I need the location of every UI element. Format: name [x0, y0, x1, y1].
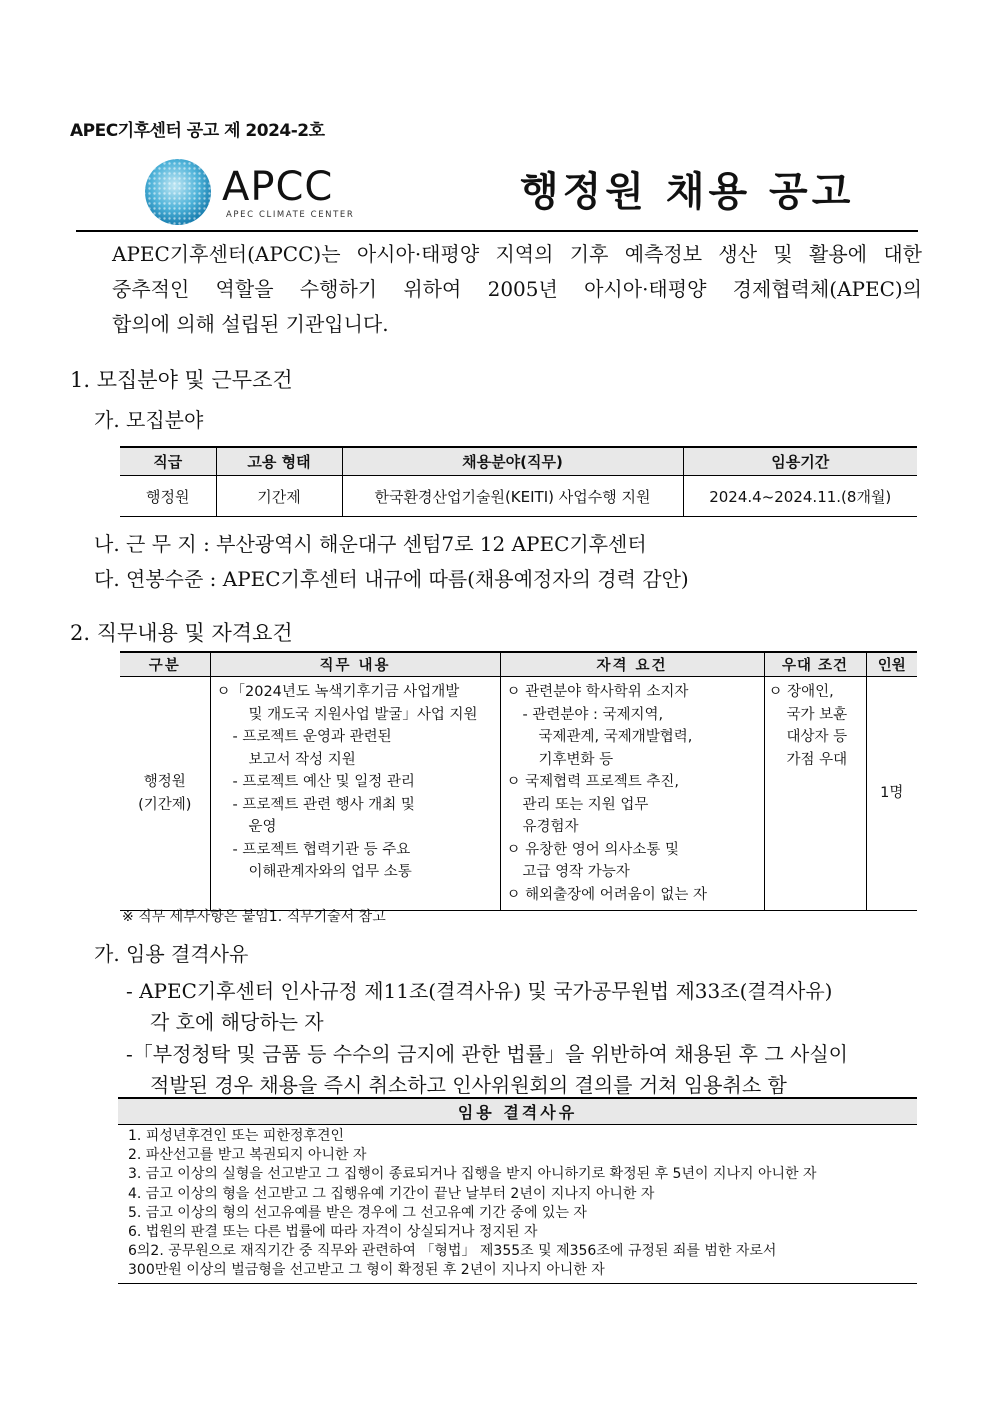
headcount-cell: 1명 — [866, 677, 917, 911]
qualification-line: 고급 영작 가능자 — [522, 864, 630, 880]
table-cell: 한국환경산업기술원(KEITI) 사업수행 지원 — [342, 476, 683, 517]
qualification-line: ㅇ 국제협력 프로젝트 추진, — [506, 774, 680, 790]
intro-line: 합의에 의해 설립된 기관입니다. — [112, 312, 389, 336]
header-divider — [76, 230, 918, 232]
duty-line: - 프로젝트 운영과 관련된 — [232, 729, 392, 745]
table-cell: 행정원 — [120, 476, 216, 517]
qualification-line: 국제관계, 국제개발협력, — [538, 729, 693, 745]
category-line: 행정원 — [143, 774, 186, 790]
apcc-logo — [142, 156, 362, 226]
duty-line: - 프로젝트 예산 및 일정 관리 — [232, 774, 415, 790]
table-row — [120, 677, 917, 911]
qualification-line: 관리 또는 지원 업무 — [522, 796, 649, 813]
category-line: (기간제) — [138, 796, 192, 813]
list-item: 6. 법원의 판결 또는 다른 법률에 따라 자격이 상실되거나 정지된 자 — [128, 1224, 538, 1241]
table-header-row — [118, 1098, 917, 1125]
preference-cell — [764, 677, 866, 911]
list-item: 5. 금고 이상의 형의 선고유예를 받은 경우에 그 선고유예 기간 중에 있는 자 — [128, 1204, 587, 1221]
qualifications-cell — [500, 677, 764, 911]
list-item: 3. 금고 이상의 실형을 선고받고 그 집행이 종료되거나 집행을 받지 아니하기로 확정된 후 5년이 지나지 아니한 자 — [128, 1166, 817, 1183]
category-cell — [120, 677, 210, 911]
logo-subtitle: APEC CLIMATE CENTER — [226, 210, 355, 220]
col-header: 직급 — [120, 447, 216, 476]
qualification-line: ㅇ 해외출장에 어려움이 없는 자 — [506, 886, 708, 903]
intro-line: 중추적인 역할을 수행하기 위하여 2005년 아시아·태평양 경제협력체(APEC)의 — [112, 277, 922, 301]
list-item: 1. 피성년후견인 또는 피한정후견인 — [128, 1128, 345, 1144]
duty-line: 운영 — [248, 819, 277, 835]
duty-line: - 프로젝트 관련 행사 개최 및 — [232, 796, 415, 813]
disqualification-list — [118, 1125, 917, 1284]
disqualification-line: 적발된 경우 채용을 즉시 취소하고 인사위원회의 결의를 거쳐 임용취소 함 — [150, 1073, 787, 1097]
duty-line: 보고서 작성 지원 — [248, 751, 356, 768]
qualification-line: ㅇ 유창한 영어 의사소통 및 — [506, 841, 680, 858]
preference-line: ㅇ 장애인, — [768, 684, 834, 700]
duty-note: ※ 직무 세부사항은 붙임1. 직무기술서 참고 — [122, 909, 386, 925]
duty-line: 이해관계자와의 업무 소통 — [248, 864, 412, 880]
notice-number: APEC기후센터 공고 제 2024-2호 — [70, 121, 325, 141]
table-row — [118, 1125, 917, 1284]
globe-logo-icon — [142, 156, 214, 228]
section-1-sub-b: 나. 근 무 지 : 부산광역시 해운대구 센텀7로 12 APEC기후센터 — [94, 532, 647, 556]
table-header-row — [120, 652, 917, 677]
col-header: 임용기간 — [683, 447, 917, 476]
section-1-sub-a: 가. 모집분야 — [94, 408, 204, 432]
list-item: 4. 금고 이상의 형을 선고받고 그 집행유예 기간이 끝난 날부터 2년이 지나지 아니한 자 — [128, 1185, 655, 1202]
preference-line: 국가 보훈 — [786, 706, 848, 723]
duty-line: 및 개도국 지원사업 발굴」사업 지원 — [248, 706, 478, 723]
qualification-line: 기후변화 등 — [538, 751, 614, 768]
duty-line: - 프로젝트 협력기관 등 주요 — [232, 841, 411, 858]
qualification-line: 유경험자 — [522, 819, 579, 835]
preference-line: 가점 우대 — [786, 751, 848, 768]
col-header: 우대 조건 — [764, 652, 866, 677]
section-1-sub-c: 다. 연봉수준 : APEC기후센터 내규에 따름(채용예정자의 경력 감안) — [94, 567, 689, 591]
duties-cell — [210, 677, 500, 911]
col-header: 구분 — [120, 652, 210, 677]
duty-line: ㅇ「2024년도 녹색기후기금 사업개발 — [216, 684, 460, 700]
col-header: 고용 형태 — [216, 447, 342, 476]
list-item: 2. 파산선고를 받고 복권되지 아니한 자 — [128, 1147, 367, 1164]
qualification-line: ㅇ 관련분야 학사학위 소지자 — [506, 684, 689, 700]
page-title: 행정원 채용 공고 — [520, 169, 855, 215]
recruitment-table — [120, 446, 917, 517]
duties-table — [120, 651, 917, 911]
table-cell: 2024.4~2024.11.(8개월) — [683, 476, 917, 517]
qualification-line: - 관련분야 : 국제지역, — [522, 706, 664, 723]
disqualification-table — [118, 1097, 917, 1284]
col-header: 인원 — [866, 652, 917, 677]
list-item: 6의2. 공무원으로 재직기간 중 직무와 관련하여 「형법」 제355조 및 제356조에 규정된 죄를 범한 자로서 — [128, 1243, 777, 1260]
table-cell: 기간제 — [216, 476, 342, 517]
logo-name: APCC — [222, 164, 334, 210]
section-1-title: 1. 모집분야 및 근무조건 — [70, 368, 293, 392]
table-header-row — [120, 447, 917, 476]
section-2-title: 2. 직무내용 및 자격요건 — [70, 621, 293, 645]
preference-line: 대상자 등 — [786, 729, 848, 745]
list-item: 300만원 이상의 벌금형을 선고받고 그 형이 확정된 후 2년이 지나지 아니한 자 — [128, 1262, 605, 1279]
intro-paragraph — [112, 237, 922, 342]
col-header: 직무 내용 — [210, 652, 500, 677]
disqualification-line: - APEC기후센터 인사규정 제11조(결격사유) 및 국가공무원법 제33조(결격사유) — [126, 979, 833, 1003]
table-row — [120, 476, 917, 517]
disqualification-line: -「부정청탁 및 금품 등 수수의 금지에 관한 법률」을 위반하여 채용된 후 그 사실이 — [126, 1042, 848, 1066]
col-header: 채용분야(직무) — [342, 447, 683, 476]
disqualification-title: 가. 임용 결격사유 — [94, 942, 249, 966]
disqualification-line: 각 호에 해당하는 자 — [150, 1010, 324, 1034]
col-header: 자격 요건 — [500, 652, 764, 677]
intro-line: APEC기후센터(APCC)는 아시아·태평양 지역의 기후 예측정보 생산 및 활용에 대한 — [112, 242, 922, 266]
col-header: 임용 결격사유 — [118, 1098, 917, 1125]
